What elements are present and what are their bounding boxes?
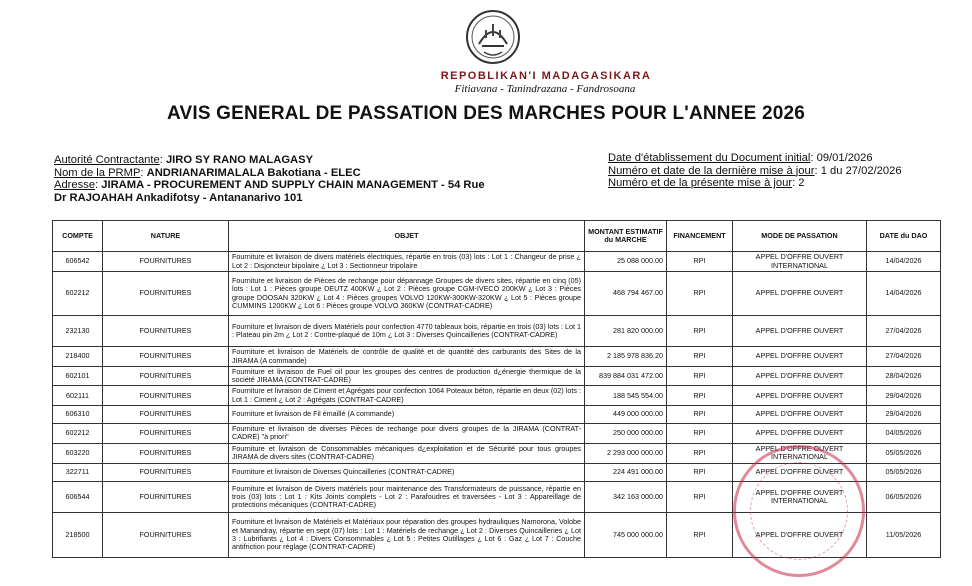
last-update-value: 1 du 27/02/2026 bbox=[820, 164, 902, 177]
date-value: 09/01/2026 bbox=[816, 152, 873, 164]
cell-date: 11/05/2026 bbox=[867, 512, 941, 557]
cell-mode: APPEL D'OFFRE OUVERT bbox=[733, 512, 867, 557]
header-date: DATE du DAO bbox=[867, 221, 941, 252]
table-row bbox=[53, 481, 941, 512]
cell-objet: Fourniture et livraison de Consommables mécaniques d¿exploitation et de Sécurité pour tous groupes JIRAMA de divers sites (CONTRAT-CADRE) bbox=[229, 443, 585, 463]
cell-montant: 250 000 000.00 bbox=[585, 423, 667, 443]
table-row bbox=[53, 512, 941, 557]
cell-objet: Fourniture et livraison de Fuel oil pour les groupes des centres de production d¿énergie thermique de la société JIRAMA (CONTRAT-CADRE) bbox=[229, 367, 585, 386]
cell-compte: 218500 bbox=[53, 512, 103, 557]
cell-financement: RPI bbox=[667, 443, 733, 463]
address-value-2: Dr RAJOAHAH Ankadifotsy - Antananarivo 101 bbox=[54, 191, 303, 204]
cell-objet: Fourniture et livraison de Divers matériels pour maintenance des Transformateurs de puissance, répartie en trois (03) lots : Lot 1 : Kits Joints complets - Lot 2 : Parafoudres et traversées - Lot 3 : Appareillage de protections mécaniques (CONTRAT-CADRE) bbox=[229, 481, 585, 512]
update-block: Date d'établissement du Document initial: 09/01/2026 Numéro et date de la dernière mise à jour: 1 du 27/02/2026 Numéro et de la présente mise à jour: 2 bbox=[608, 152, 902, 190]
cell-mode: APPEL D'OFFRE OUVERT bbox=[733, 272, 867, 316]
current-update-value: 2 bbox=[798, 177, 805, 190]
cell-mode: APPEL D'OFFRE OUVERT bbox=[733, 463, 867, 481]
cell-date: 05/05/2026 bbox=[867, 463, 941, 481]
header-objet: OBJET bbox=[229, 221, 585, 252]
cell-nature: FOURNITURES bbox=[103, 481, 229, 512]
republic-motto: Fitiavana - Tanindrazana - Fandrosoana bbox=[454, 83, 636, 95]
address-value: JIRAMA - PROCUREMENT AND SUPPLY CHAIN MANAGEMENT - 54 Rue bbox=[101, 179, 485, 192]
cell-date: 27/04/2026 bbox=[867, 347, 941, 367]
cell-compte: 603220 bbox=[53, 443, 103, 463]
cell-compte: 606542 bbox=[53, 252, 103, 272]
table-row bbox=[53, 316, 941, 347]
cell-financement: RPI bbox=[667, 512, 733, 557]
table-row bbox=[53, 386, 941, 405]
cell-objet: Fourniture et livraison de Diverses Quincailleries (CONTRAT-CADRE) bbox=[229, 463, 585, 481]
cell-mode: APPEL D'OFFRE OUVERT INTERNATIONAL bbox=[733, 481, 867, 512]
address-label: Adresse bbox=[54, 179, 96, 192]
cell-financement: RPI bbox=[667, 347, 733, 367]
cell-financement: RPI bbox=[667, 252, 733, 272]
cell-objet: Fourniture et livraison de diverses Pièces de rechange pour divers groupes de la JIRAMA (CONTRAT-CADRE) "à priori" bbox=[229, 423, 585, 443]
cell-mode: APPEL D'OFFRE OUVERT bbox=[733, 367, 867, 386]
header-compte: COMPTE bbox=[53, 221, 103, 252]
cell-objet: Fourniture et livraison de Ciment et Agrégats pour confection 1064 Poteaux béton, répartie en deux (02) lots : Lot 1 : Ciment ¿ Lot 2 : Agrégats (CONTRAT-CADRE) bbox=[229, 386, 585, 405]
cell-montant: 468 794 467.00 bbox=[585, 272, 667, 316]
cell-nature: FOURNITURES bbox=[103, 443, 229, 463]
cell-montant: 2 293 000 000.00 bbox=[585, 443, 667, 463]
cell-montant: 449 000 000.00 bbox=[585, 405, 667, 423]
table-row bbox=[53, 252, 941, 272]
cell-financement: RPI bbox=[667, 481, 733, 512]
cell-montant: 224 491 000.00 bbox=[585, 463, 667, 481]
cell-financement: RPI bbox=[667, 463, 733, 481]
cell-financement: RPI bbox=[667, 405, 733, 423]
header-montant: MONTANT ESTIMATIF du MARCHE bbox=[585, 221, 667, 252]
cell-compte: 606544 bbox=[53, 481, 103, 512]
header-nature: NATURE bbox=[103, 221, 229, 252]
cell-compte: 602212 bbox=[53, 272, 103, 316]
cell-objet: Fourniture et livraison de Matériels de contrôle de qualité et de quantité des carburants des Sites de la JIRAMA (A commande) bbox=[229, 347, 585, 367]
cell-financement: RPI bbox=[667, 367, 733, 386]
cell-nature: FOURNITURES bbox=[103, 252, 229, 272]
cell-financement: RPI bbox=[667, 386, 733, 405]
last-update-label: Numéro et date de la dernière mise à jour bbox=[608, 164, 815, 177]
authority-value: JIRO SY RANO MALAGASY bbox=[165, 154, 314, 166]
cell-date: 29/04/2026 bbox=[867, 386, 941, 405]
cell-objet: Fourniture et livraison de divers Matériels pour confection 4770 tableaux bois, répartie en trois (03) lots : Lot 1 : Plateau pin 2m ¿ Lot 2 : Contre-plaqué de 10m ¿ Lot 3 : Diverses Quincailleries (CONTRAT-CADRE) bbox=[229, 316, 585, 347]
cell-objet: Fourniture et livraison de Pièces de rechange pour dépannage Groupes de divers sites, répartie en cinq (05) lots : Lot 1 : Pièces groupe DEUTZ 400KW ¿ Lot 2 : Pièces groupe CGM-IVECO 200KW ¿ Lot 3 : Pièces groupe DOOSAN 320KW ¿ Lot 4 : Pièces groupes VOLVO 120KW-300KW-320KW ¿ Lot 5 : Pièces groupe CUMMINS 1200KW ¿ Lot 6 : Pièces groupe VOLVO 360KW (CONTRAT-CADRE) bbox=[229, 272, 585, 316]
date-label: Date d'établissement du Document initial bbox=[608, 152, 811, 164]
cell-compte: 606310 bbox=[53, 405, 103, 423]
cell-compte: 602212 bbox=[53, 423, 103, 443]
cell-montant: 281 820 000.00 bbox=[585, 316, 667, 347]
cell-mode: APPEL D'OFFRE OUVERT bbox=[733, 405, 867, 423]
cell-nature: FOURNITURES bbox=[103, 386, 229, 405]
table-row bbox=[53, 423, 941, 443]
current-update-label: Numéro et de la présente mise à jour bbox=[608, 177, 793, 190]
cell-mode: APPEL D'OFFRE OUVERT bbox=[733, 347, 867, 367]
table-row bbox=[53, 463, 941, 481]
cell-compte: 232130 bbox=[53, 316, 103, 347]
cell-date: 04/05/2026 bbox=[867, 423, 941, 443]
cell-nature: FOURNITURES bbox=[103, 512, 229, 557]
procurement-table bbox=[52, 220, 941, 558]
cell-compte: 602101 bbox=[53, 367, 103, 386]
page-title: AVIS GENERAL DE PASSATION DES MARCHES POUR L'ANNEE 2026 bbox=[166, 103, 806, 124]
cell-compte: 602111 bbox=[53, 386, 103, 405]
cell-objet: Fourniture et livraison de divers matériels électriques, répartie en trois (03) lots : Lot 1 : Changeur de prise ¿ Lot 2 : Disjoncteur bipolaire ¿ Lot 3 : Sectionneur tripolaire bbox=[229, 252, 585, 272]
cell-montant: 745 000 000.00 bbox=[585, 512, 667, 557]
republic-name: REPOBLIKAN'I MADAGASIKARA bbox=[440, 70, 652, 82]
cell-compte: 322711 bbox=[53, 463, 103, 481]
cell-nature: FOURNITURES bbox=[103, 316, 229, 347]
cell-compte: 218400 bbox=[53, 347, 103, 367]
cell-date: 05/05/2026 bbox=[867, 443, 941, 463]
cell-montant: 188 545 554.00 bbox=[585, 386, 667, 405]
cell-nature: FOURNITURES bbox=[103, 423, 229, 443]
cell-objet: Fourniture et livraison de Fil émaillé (A commande) bbox=[229, 405, 585, 423]
cell-mode: APPEL D'OFFRE OUVERT INTERNATIONAL bbox=[733, 443, 867, 463]
cell-objet: Fourniture et livraison de Matériels et Matériaux pour réparation des groupes hydrauliques Namorona, Volobe et Manandray, répartie en sept (07) lots : Lot 1 : Matériels de rechange ¿ Lot 2 : Diverses Quincailleries ¿ Lot 3 : Lubrifiants ¿ Lot 4 : Divers Consommables ¿ Lot 5 : Petites Outillages ¿ Lot 6 : Gaz ¿ Lot 7 : Couche antifriction pour réglage (CONTRAT-CADRE) bbox=[229, 512, 585, 557]
cell-montant: 2 185 978 836.20 bbox=[585, 347, 667, 367]
cell-nature: FOURNITURES bbox=[103, 367, 229, 386]
cell-nature: FOURNITURES bbox=[103, 347, 229, 367]
cell-date: 29/04/2026 bbox=[867, 405, 941, 423]
cell-financement: RPI bbox=[667, 316, 733, 347]
header-financement: FINANCEMENT bbox=[667, 221, 733, 252]
cell-financement: RPI bbox=[667, 423, 733, 443]
cell-financement: RPI bbox=[667, 272, 733, 316]
table-row bbox=[53, 272, 941, 316]
prmp-value: ANDRIANARIMALALA Bakotiana - ELEC bbox=[146, 166, 361, 179]
cell-montant: 342 163 000.00 bbox=[585, 481, 667, 512]
cell-date: 14/04/2026 bbox=[867, 272, 941, 316]
authority-block: Autorité Contractante: JIRO SY RANO MALAGASY Nom de la PRMP: ANDRIANARIMALALA Bakotiana - ELEC Adresse: JIRAMA - PROCUREMENT AND SUPPLY CHAIN MANAGEMENT - 54 Rue Dr RAJOAHAH Ankadifotsy - Antananarivo 101 bbox=[54, 154, 485, 204]
table-row bbox=[53, 405, 941, 423]
table-row bbox=[53, 347, 941, 367]
table-header-row bbox=[53, 221, 941, 252]
table-row bbox=[53, 367, 941, 386]
cell-montant: 25 088 000.00 bbox=[585, 252, 667, 272]
cell-montant: 839 884 031 472.00 bbox=[585, 367, 667, 386]
cell-date: 28/04/2026 bbox=[867, 367, 941, 386]
authority-label: Autorité Contractante bbox=[54, 154, 160, 166]
cell-mode: APPEL D'OFFRE OUVERT bbox=[733, 423, 867, 443]
header-mode: MODE DE PASSATION bbox=[733, 221, 867, 252]
table-row bbox=[53, 443, 941, 463]
cell-date: 06/05/2026 bbox=[867, 481, 941, 512]
cell-nature: FOURNITURES bbox=[103, 405, 229, 423]
cell-nature: FOURNITURES bbox=[103, 272, 229, 316]
prmp-label: Nom de la PRMP bbox=[54, 166, 141, 179]
cell-mode: APPEL D'OFFRE OUVERT INTERNATIONAL bbox=[733, 252, 867, 272]
cell-mode: APPEL D'OFFRE OUVERT bbox=[733, 316, 867, 347]
cell-date: 14/04/2026 bbox=[867, 252, 941, 272]
cell-mode: APPEL D'OFFRE OUVERT bbox=[733, 386, 867, 405]
cell-date: 27/04/2026 bbox=[867, 316, 941, 347]
republic-seal-icon bbox=[462, 8, 524, 66]
cell-nature: FOURNITURES bbox=[103, 463, 229, 481]
